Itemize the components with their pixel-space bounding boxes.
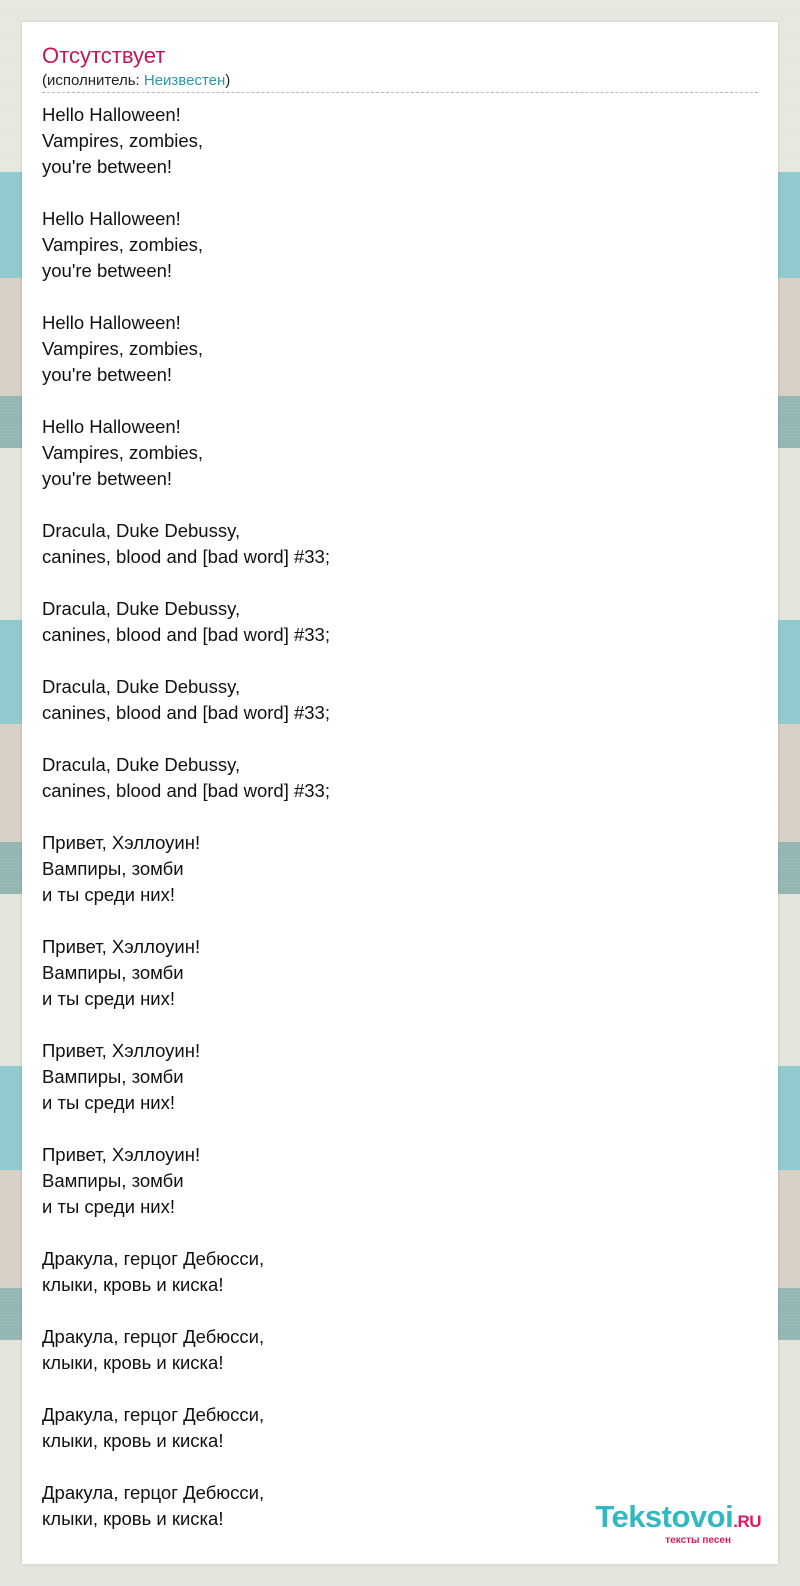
lyrics-line: Hello Halloween! [42,312,181,333]
lyrics-line: you're between! [42,156,173,177]
site-logo[interactable] [595,1501,761,1546]
lyrics-stanza [42,414,742,492]
lyrics-card [22,22,778,1564]
lyrics-line: Hello Halloween! [42,416,181,437]
lyrics-stanza [42,310,742,388]
logo-tld: .RU [733,1512,761,1531]
lyrics-line: Vampires, zombies, [42,234,204,255]
lyrics-stanza [42,1246,742,1298]
lyrics-line: и ты среди них! [42,988,176,1009]
lyrics-line: canines, blood and [bad word] #33; [42,702,330,723]
lyrics-line: Вампиры, зомби [42,962,184,983]
lyrics-line: Привет, Хэллоуин! [42,936,201,957]
lyrics-line: Vampires, zombies, [42,442,204,463]
lyrics-stanza [42,1324,742,1376]
lyrics-line: Dracula, Duke Debussy, [42,754,241,775]
lyrics-stanza [42,752,742,804]
lyrics-line: клыки, кровь и киска! [42,1274,224,1295]
lyrics-stanza [42,1402,742,1454]
lyrics-stanza [42,206,742,284]
logo-tagline: тексты песен [665,1535,731,1546]
logo-name: Tekstovoi [595,1499,734,1534]
lyrics-line: Дракула, герцог Дебюсси, [42,1482,265,1503]
lyrics-line: Вампиры, зомби [42,1170,184,1191]
lyrics-line: и ты среди них! [42,1196,176,1217]
lyrics-line: canines, blood and [bad word] #33; [42,624,330,645]
lyrics-stanza [42,1038,742,1116]
lyrics-line: canines, blood and [bad word] #33; [42,780,330,801]
lyrics-line: и ты среди них! [42,1092,176,1113]
lyrics-line: Привет, Хэллоуин! [42,1040,201,1061]
lyrics-stanza [42,934,742,1012]
song-title: Отсутствует [42,43,166,68]
lyrics-line: клыки, кровь и киска! [42,1352,224,1373]
lyrics-line: Дракула, герцог Дебюсси, [42,1404,265,1425]
lyrics-line: Vampires, zombies, [42,130,204,151]
lyrics-stanza [42,674,742,726]
lyrics-line: Дракула, герцог Дебюсси, [42,1326,265,1347]
artist-line [42,72,230,90]
artist-link[interactable]: Неизвестен [143,72,226,89]
lyrics-stanza [42,596,742,648]
lyrics-line: Вампиры, зомби [42,1066,184,1087]
lyrics-line: Dracula, Duke Debussy, [42,676,241,697]
lyrics-line: canines, blood and [bad word] #33; [42,546,330,567]
lyrics-line: Привет, Хэллоуин! [42,1144,201,1165]
lyrics-line: Вампиры, зомби [42,858,184,879]
lyrics-line: Hello Halloween! [42,208,181,229]
lyrics-text [42,102,742,1558]
lyrics-line: клыки, кровь и киска! [42,1430,224,1451]
lyrics-stanza [42,518,742,570]
lyrics-line: Vampires, zombies, [42,338,204,359]
lyrics-stanza [42,830,742,908]
artist-suffix: ) [225,72,231,89]
lyrics-line: Дракула, герцог Дебюсси, [42,1248,265,1269]
dashed-divider [42,92,758,93]
lyrics-stanza [42,102,742,180]
lyrics-line: Hello Halloween! [42,104,181,125]
lyrics-line: you're between! [42,260,173,281]
lyrics-line: you're between! [42,468,173,489]
lyrics-line: Dracula, Duke Debussy, [42,598,241,619]
lyrics-stanza [42,1142,742,1220]
lyrics-line: you're between! [42,364,173,385]
lyrics-line: клыки, кровь и киска! [42,1508,224,1529]
artist-prefix: (исполнитель: [42,72,144,89]
lyrics-line: Привет, Хэллоуин! [42,832,201,853]
lyrics-line: Dracula, Duke Debussy, [42,520,241,541]
lyrics-line: и ты среди них! [42,884,176,905]
